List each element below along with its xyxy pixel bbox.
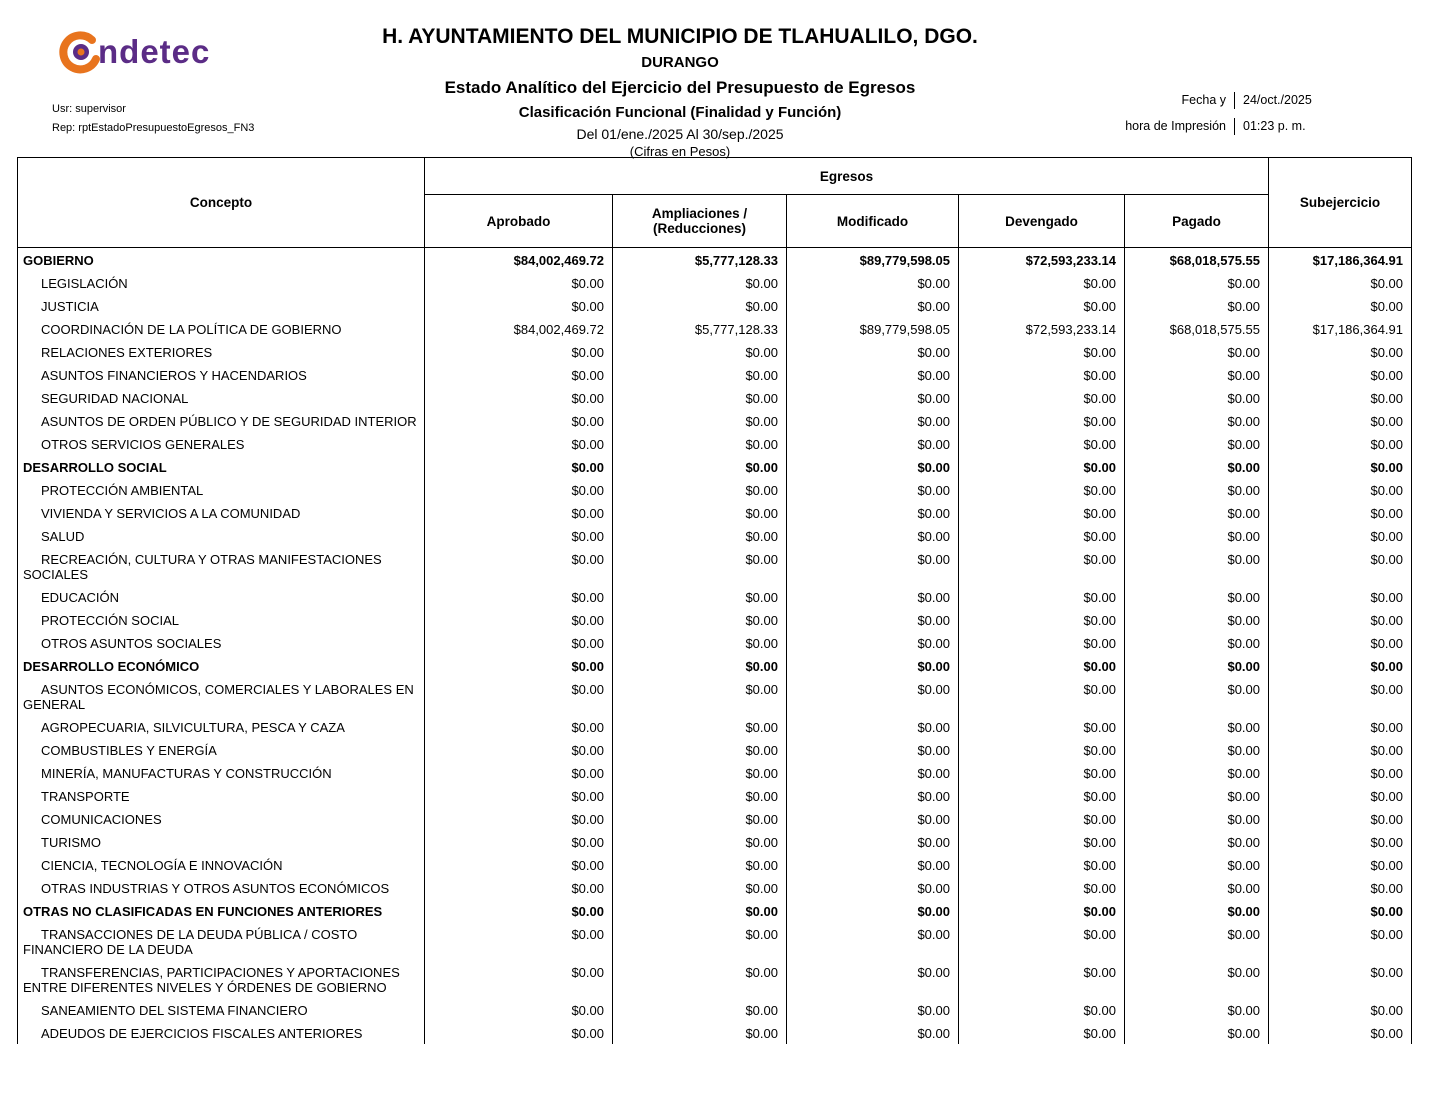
value-cell: $0.00 bbox=[425, 386, 613, 409]
concept-cell: OTRAS NO CLASIFICADAS EN FUNCIONES ANTERIORES bbox=[18, 899, 425, 922]
value-cell: $0.00 bbox=[1125, 271, 1269, 294]
col-header-devengado: Devengado bbox=[959, 195, 1125, 248]
indetec-logo bbox=[52, 26, 292, 78]
value-cell: $0.00 bbox=[959, 761, 1125, 784]
value-cell: $0.00 bbox=[959, 998, 1125, 1021]
value-cell: $0.00 bbox=[1269, 830, 1412, 853]
table-row bbox=[18, 547, 1412, 585]
value-cell: $0.00 bbox=[787, 1021, 959, 1044]
value-cell: $0.00 bbox=[787, 547, 959, 585]
value-cell: $0.00 bbox=[787, 271, 959, 294]
print-date-value: 24/oct./2025 bbox=[1234, 92, 1322, 109]
value-cell: $0.00 bbox=[1269, 608, 1412, 631]
value-cell: $0.00 bbox=[1269, 899, 1412, 922]
value-cell: $0.00 bbox=[613, 830, 787, 853]
value-cell: $0.00 bbox=[1125, 432, 1269, 455]
value-cell: $0.00 bbox=[787, 363, 959, 386]
value-cell: $0.00 bbox=[1269, 547, 1412, 585]
value-cell: $0.00 bbox=[613, 960, 787, 998]
value-cell: $0.00 bbox=[1269, 455, 1412, 478]
table-row bbox=[18, 960, 1412, 998]
value-cell: $0.00 bbox=[425, 830, 613, 853]
concept-cell: CIENCIA, TECNOLOGÍA E INNOVACIÓN bbox=[18, 853, 425, 876]
value-cell: $0.00 bbox=[1125, 761, 1269, 784]
value-cell: $0.00 bbox=[959, 455, 1125, 478]
concept-cell: RECREACIÓN, CULTURA Y OTRAS MANIFESTACIONES SOCIALES bbox=[18, 547, 425, 585]
print-date-label: Fecha y bbox=[1181, 93, 1226, 107]
title-municipality: H. AYUNTAMIENTO DEL MUNICIPIO DE TLAHUALILO, DGO. bbox=[382, 25, 978, 48]
table-row bbox=[18, 432, 1412, 455]
table-row bbox=[18, 501, 1412, 524]
value-cell: $0.00 bbox=[613, 501, 787, 524]
value-cell: $0.00 bbox=[425, 524, 613, 547]
concept-cell: VIVIENDA Y SERVICIOS A LA COMUNIDAD bbox=[18, 501, 425, 524]
value-cell: $0.00 bbox=[1125, 294, 1269, 317]
value-cell: $0.00 bbox=[1125, 922, 1269, 960]
value-cell: $89,779,598.05 bbox=[787, 317, 959, 340]
value-cell: $0.00 bbox=[425, 1021, 613, 1044]
value-cell: $0.00 bbox=[959, 654, 1125, 677]
value-cell: $0.00 bbox=[959, 899, 1125, 922]
value-cell: $0.00 bbox=[787, 738, 959, 761]
table-header bbox=[18, 158, 1412, 248]
value-cell: $0.00 bbox=[787, 830, 959, 853]
value-cell: $0.00 bbox=[1269, 294, 1412, 317]
print-time-label: hora de Impresión bbox=[1125, 119, 1226, 133]
concept-cell: TRANSFERENCIAS, PARTICIPACIONES Y APORTACIONES ENTRE DIFERENTES NIVELES Y ÓRDENES DE GOBIERNO bbox=[18, 960, 425, 998]
value-cell: $0.00 bbox=[1125, 631, 1269, 654]
col-header-concepto: Concepto bbox=[18, 158, 425, 248]
table-row bbox=[18, 317, 1412, 340]
concept-cell: ASUNTOS FINANCIEROS Y HACENDARIOS bbox=[18, 363, 425, 386]
table-row bbox=[18, 631, 1412, 654]
value-cell: $0.00 bbox=[425, 715, 613, 738]
value-cell: $0.00 bbox=[1125, 876, 1269, 899]
concept-cell: ASUNTOS DE ORDEN PÚBLICO Y DE SEGURIDAD INTERIOR bbox=[18, 409, 425, 432]
concept-cell: ASUNTOS ECONÓMICOS, COMERCIALES Y LABORALES EN GENERAL bbox=[18, 677, 425, 715]
table-row bbox=[18, 248, 1412, 272]
value-cell: $0.00 bbox=[787, 998, 959, 1021]
concept-cell: COMUNICACIONES bbox=[18, 807, 425, 830]
concept-cell: JUSTICIA bbox=[18, 294, 425, 317]
value-cell: $0.00 bbox=[425, 631, 613, 654]
table-row bbox=[18, 386, 1412, 409]
table-row bbox=[18, 524, 1412, 547]
concept-cell: SEGURIDAD NACIONAL bbox=[18, 386, 425, 409]
value-cell: $17,186,364.91 bbox=[1269, 317, 1412, 340]
report-line: Rep: rptEstadoPresupuestoEgresos_FN3 bbox=[52, 122, 255, 134]
budget-table bbox=[17, 157, 1412, 1044]
value-cell: $0.00 bbox=[613, 784, 787, 807]
value-cell: $0.00 bbox=[1125, 409, 1269, 432]
value-cell: $0.00 bbox=[425, 363, 613, 386]
col-header-aprobado: Aprobado bbox=[425, 195, 613, 248]
value-cell: $0.00 bbox=[1125, 807, 1269, 830]
concept-cell: TRANSPORTE bbox=[18, 784, 425, 807]
value-cell: $0.00 bbox=[425, 501, 613, 524]
value-cell: $0.00 bbox=[787, 501, 959, 524]
value-cell: $0.00 bbox=[787, 807, 959, 830]
value-cell: $0.00 bbox=[959, 524, 1125, 547]
concept-cell: DESARROLLO ECONÓMICO bbox=[18, 654, 425, 677]
value-cell: $0.00 bbox=[425, 432, 613, 455]
value-cell: $0.00 bbox=[959, 738, 1125, 761]
value-cell: $0.00 bbox=[425, 294, 613, 317]
value-cell: $0.00 bbox=[959, 853, 1125, 876]
col-header-pagado: Pagado bbox=[1125, 195, 1269, 248]
value-cell: $0.00 bbox=[787, 608, 959, 631]
value-cell: $0.00 bbox=[787, 784, 959, 807]
table-row bbox=[18, 899, 1412, 922]
value-cell: $0.00 bbox=[613, 761, 787, 784]
value-cell: $0.00 bbox=[425, 784, 613, 807]
value-cell: $0.00 bbox=[787, 409, 959, 432]
value-cell: $0.00 bbox=[613, 455, 787, 478]
concept-cell: TURISMO bbox=[18, 830, 425, 853]
value-cell: $72,593,233.14 bbox=[959, 317, 1125, 340]
concept-cell: OTROS SERVICIOS GENERALES bbox=[18, 432, 425, 455]
value-cell: $0.00 bbox=[425, 271, 613, 294]
group-header-egresos: Egresos bbox=[425, 158, 1269, 195]
value-cell: $0.00 bbox=[787, 677, 959, 715]
value-cell: $0.00 bbox=[1269, 631, 1412, 654]
value-cell: $0.00 bbox=[787, 654, 959, 677]
value-cell: $0.00 bbox=[425, 738, 613, 761]
concept-cell: MINERÍA, MANUFACTURAS Y CONSTRUCCIÓN bbox=[18, 761, 425, 784]
value-cell: $0.00 bbox=[787, 853, 959, 876]
value-cell: $0.00 bbox=[1125, 830, 1269, 853]
value-cell: $0.00 bbox=[613, 409, 787, 432]
value-cell: $0.00 bbox=[787, 524, 959, 547]
value-cell: $0.00 bbox=[613, 363, 787, 386]
concept-cell: PROTECCIÓN AMBIENTAL bbox=[18, 478, 425, 501]
value-cell: $0.00 bbox=[425, 478, 613, 501]
table-row bbox=[18, 922, 1412, 960]
value-cell: $0.00 bbox=[959, 830, 1125, 853]
table-row bbox=[18, 294, 1412, 317]
logo-text: ndetec bbox=[98, 33, 211, 70]
table-row bbox=[18, 455, 1412, 478]
value-cell: $0.00 bbox=[1125, 654, 1269, 677]
table-row bbox=[18, 608, 1412, 631]
value-cell: $0.00 bbox=[1269, 807, 1412, 830]
value-cell: $0.00 bbox=[1125, 478, 1269, 501]
value-cell: $0.00 bbox=[425, 853, 613, 876]
value-cell: $0.00 bbox=[1125, 340, 1269, 363]
value-cell: $0.00 bbox=[613, 922, 787, 960]
table-row bbox=[18, 478, 1412, 501]
value-cell: $0.00 bbox=[959, 501, 1125, 524]
value-cell: $0.00 bbox=[1125, 386, 1269, 409]
value-cell: $0.00 bbox=[425, 340, 613, 363]
value-cell: $0.00 bbox=[1125, 899, 1269, 922]
value-cell: $0.00 bbox=[1125, 608, 1269, 631]
table-row bbox=[18, 409, 1412, 432]
value-cell: $0.00 bbox=[1269, 340, 1412, 363]
value-cell: $0.00 bbox=[959, 807, 1125, 830]
value-cell: $0.00 bbox=[613, 271, 787, 294]
value-cell: $84,002,469.72 bbox=[425, 248, 613, 272]
print-info bbox=[1125, 92, 1322, 135]
value-cell: $0.00 bbox=[613, 654, 787, 677]
value-cell: $0.00 bbox=[787, 899, 959, 922]
value-cell: $0.00 bbox=[959, 876, 1125, 899]
value-cell: $0.00 bbox=[1125, 853, 1269, 876]
value-cell: $0.00 bbox=[425, 547, 613, 585]
value-cell: $0.00 bbox=[1269, 432, 1412, 455]
concept-cell: AGROPECUARIA, SILVICULTURA, PESCA Y CAZA bbox=[18, 715, 425, 738]
value-cell: $0.00 bbox=[959, 386, 1125, 409]
user-line: Usr: supervisor bbox=[52, 103, 126, 115]
value-cell: $0.00 bbox=[1269, 409, 1412, 432]
value-cell: $0.00 bbox=[613, 807, 787, 830]
title-period: Del 01/ene./2025 Al 30/sep./2025 bbox=[576, 126, 784, 142]
concept-cell: COMBUSTIBLES Y ENERGÍA bbox=[18, 738, 425, 761]
value-cell: $0.00 bbox=[1125, 715, 1269, 738]
value-cell: $0.00 bbox=[425, 677, 613, 715]
value-cell: $0.00 bbox=[425, 455, 613, 478]
value-cell: $89,779,598.05 bbox=[787, 248, 959, 272]
value-cell: $0.00 bbox=[613, 876, 787, 899]
value-cell: $0.00 bbox=[1125, 1021, 1269, 1044]
value-cell: $0.00 bbox=[425, 608, 613, 631]
value-cell: $0.00 bbox=[613, 585, 787, 608]
value-cell: $0.00 bbox=[1269, 960, 1412, 998]
value-cell: $0.00 bbox=[959, 922, 1125, 960]
value-cell: $0.00 bbox=[1269, 363, 1412, 386]
value-cell: $0.00 bbox=[959, 715, 1125, 738]
value-cell: $0.00 bbox=[1269, 784, 1412, 807]
col-header-ampliaciones: Ampliaciones / (Reducciones) bbox=[613, 195, 787, 248]
table-row bbox=[18, 761, 1412, 784]
value-cell: $0.00 bbox=[1125, 677, 1269, 715]
value-cell: $0.00 bbox=[959, 478, 1125, 501]
value-cell: $0.00 bbox=[613, 340, 787, 363]
value-cell: $0.00 bbox=[1269, 922, 1412, 960]
value-cell: $0.00 bbox=[425, 761, 613, 784]
value-cell: $0.00 bbox=[787, 386, 959, 409]
value-cell: $0.00 bbox=[613, 899, 787, 922]
value-cell: $0.00 bbox=[959, 547, 1125, 585]
concept-cell: SANEAMIENTO DEL SISTEMA FINANCIERO bbox=[18, 998, 425, 1021]
value-cell: $68,018,575.55 bbox=[1125, 317, 1269, 340]
value-cell: $0.00 bbox=[787, 960, 959, 998]
value-cell: $0.00 bbox=[1269, 585, 1412, 608]
value-cell: $0.00 bbox=[613, 547, 787, 585]
table-row bbox=[18, 271, 1412, 294]
table-row bbox=[18, 998, 1412, 1021]
value-cell: $0.00 bbox=[1125, 547, 1269, 585]
value-cell: $0.00 bbox=[959, 363, 1125, 386]
value-cell: $0.00 bbox=[1125, 738, 1269, 761]
value-cell: $0.00 bbox=[1269, 271, 1412, 294]
value-cell: $0.00 bbox=[959, 608, 1125, 631]
value-cell: $0.00 bbox=[1269, 876, 1412, 899]
value-cell: $0.00 bbox=[613, 608, 787, 631]
value-cell: $0.00 bbox=[787, 631, 959, 654]
value-cell: $0.00 bbox=[1269, 386, 1412, 409]
title-currency-note: (Cifras en Pesos) bbox=[629, 144, 731, 159]
value-cell: $0.00 bbox=[1269, 998, 1412, 1021]
concept-cell: DESARROLLO SOCIAL bbox=[18, 455, 425, 478]
value-cell: $0.00 bbox=[1269, 761, 1412, 784]
value-cell: $0.00 bbox=[959, 271, 1125, 294]
value-cell: $68,018,575.55 bbox=[1125, 248, 1269, 272]
concept-cell: TRANSACCIONES DE LA DEUDA PÚBLICA / COSTO FINANCIERO DE LA DEUDA bbox=[18, 922, 425, 960]
table-row bbox=[18, 876, 1412, 899]
value-cell: $0.00 bbox=[613, 853, 787, 876]
value-cell: $0.00 bbox=[425, 654, 613, 677]
value-cell: $0.00 bbox=[425, 960, 613, 998]
value-cell: $0.00 bbox=[1125, 784, 1269, 807]
value-cell: $84,002,469.72 bbox=[425, 317, 613, 340]
title-state: DURANGO bbox=[641, 54, 719, 71]
logo-block bbox=[52, 26, 292, 134]
value-cell: $0.00 bbox=[613, 432, 787, 455]
value-cell: $0.00 bbox=[1269, 501, 1412, 524]
col-header-subejercicio: Subejercicio bbox=[1269, 158, 1412, 248]
value-cell: $0.00 bbox=[1269, 654, 1412, 677]
value-cell: $0.00 bbox=[959, 409, 1125, 432]
table-row bbox=[18, 585, 1412, 608]
value-cell: $0.00 bbox=[1125, 585, 1269, 608]
value-cell: $0.00 bbox=[787, 876, 959, 899]
table-row bbox=[18, 363, 1412, 386]
value-cell: $5,777,128.33 bbox=[613, 317, 787, 340]
title-report-name: Estado Analítico del Ejercicio del Presupuesto de Egresos bbox=[444, 78, 916, 97]
value-cell: $0.00 bbox=[613, 631, 787, 654]
table-row bbox=[18, 853, 1412, 876]
value-cell: $0.00 bbox=[1125, 524, 1269, 547]
value-cell: $0.00 bbox=[613, 738, 787, 761]
value-cell: $0.00 bbox=[959, 585, 1125, 608]
table-row bbox=[18, 784, 1412, 807]
value-cell: $0.00 bbox=[1269, 853, 1412, 876]
value-cell: $0.00 bbox=[1269, 1021, 1412, 1044]
table-row bbox=[18, 677, 1412, 715]
value-cell: $0.00 bbox=[425, 998, 613, 1021]
value-cell: $0.00 bbox=[787, 294, 959, 317]
concept-cell: ADEUDOS DE EJERCICIOS FISCALES ANTERIORES bbox=[18, 1021, 425, 1044]
value-cell: $0.00 bbox=[425, 922, 613, 960]
value-cell: $0.00 bbox=[1269, 738, 1412, 761]
value-cell: $0.00 bbox=[787, 432, 959, 455]
value-cell: $0.00 bbox=[613, 715, 787, 738]
value-cell: $0.00 bbox=[959, 677, 1125, 715]
print-time-value: 01:23 p. m. bbox=[1234, 118, 1322, 135]
concept-cell: GOBIERNO bbox=[18, 248, 425, 272]
value-cell: $0.00 bbox=[1269, 478, 1412, 501]
concept-cell: RELACIONES EXTERIORES bbox=[18, 340, 425, 363]
value-cell: $5,777,128.33 bbox=[613, 248, 787, 272]
value-cell: $0.00 bbox=[959, 294, 1125, 317]
value-cell: $0.00 bbox=[787, 585, 959, 608]
value-cell: $0.00 bbox=[1269, 715, 1412, 738]
value-cell: $0.00 bbox=[1125, 998, 1269, 1021]
value-cell: $0.00 bbox=[959, 1021, 1125, 1044]
value-cell: $0.00 bbox=[787, 478, 959, 501]
table-row bbox=[18, 715, 1412, 738]
value-cell: $0.00 bbox=[959, 960, 1125, 998]
value-cell: $0.00 bbox=[1125, 501, 1269, 524]
table-row bbox=[18, 830, 1412, 853]
concept-cell: LEGISLACIÓN bbox=[18, 271, 425, 294]
value-cell: $0.00 bbox=[959, 784, 1125, 807]
value-cell: $0.00 bbox=[613, 386, 787, 409]
value-cell: $0.00 bbox=[959, 340, 1125, 363]
table-row bbox=[18, 1021, 1412, 1044]
col-header-modificado: Modificado bbox=[787, 195, 959, 248]
value-cell: $0.00 bbox=[959, 631, 1125, 654]
value-cell: $0.00 bbox=[1125, 363, 1269, 386]
concept-cell: OTRAS INDUSTRIAS Y OTROS ASUNTOS ECONÓMICOS bbox=[18, 876, 425, 899]
concept-cell: COORDINACIÓN DE LA POLÍTICA DE GOBIERNO bbox=[18, 317, 425, 340]
report-titles bbox=[280, 24, 1080, 160]
value-cell: $0.00 bbox=[787, 761, 959, 784]
concept-cell: OTROS ASUNTOS SOCIALES bbox=[18, 631, 425, 654]
value-cell: $0.00 bbox=[613, 1021, 787, 1044]
value-cell: $0.00 bbox=[613, 294, 787, 317]
value-cell: $0.00 bbox=[1125, 960, 1269, 998]
value-cell: $0.00 bbox=[1269, 677, 1412, 715]
report-header bbox=[0, 0, 1440, 157]
table-row bbox=[18, 807, 1412, 830]
value-cell: $0.00 bbox=[613, 478, 787, 501]
value-cell: $0.00 bbox=[787, 340, 959, 363]
value-cell: $72,593,233.14 bbox=[959, 248, 1125, 272]
value-cell: $0.00 bbox=[787, 922, 959, 960]
concept-cell: SALUD bbox=[18, 524, 425, 547]
value-cell: $17,186,364.91 bbox=[1269, 248, 1412, 272]
value-cell: $0.00 bbox=[425, 585, 613, 608]
table-row bbox=[18, 654, 1412, 677]
value-cell: $0.00 bbox=[1125, 455, 1269, 478]
concept-cell: EDUCACIÓN bbox=[18, 585, 425, 608]
value-cell: $0.00 bbox=[787, 715, 959, 738]
value-cell: $0.00 bbox=[1269, 524, 1412, 547]
table-body bbox=[18, 248, 1412, 1045]
table-row bbox=[18, 340, 1412, 363]
value-cell: $0.00 bbox=[613, 524, 787, 547]
value-cell: $0.00 bbox=[613, 677, 787, 715]
value-cell: $0.00 bbox=[787, 455, 959, 478]
title-classification: Clasificación Funcional (Finalidad y Función) bbox=[518, 104, 842, 121]
value-cell: $0.00 bbox=[425, 876, 613, 899]
value-cell: $0.00 bbox=[425, 807, 613, 830]
value-cell: $0.00 bbox=[959, 432, 1125, 455]
table-row bbox=[18, 738, 1412, 761]
concept-cell: PROTECCIÓN SOCIAL bbox=[18, 608, 425, 631]
value-cell: $0.00 bbox=[425, 409, 613, 432]
value-cell: $0.00 bbox=[425, 899, 613, 922]
value-cell: $0.00 bbox=[613, 998, 787, 1021]
